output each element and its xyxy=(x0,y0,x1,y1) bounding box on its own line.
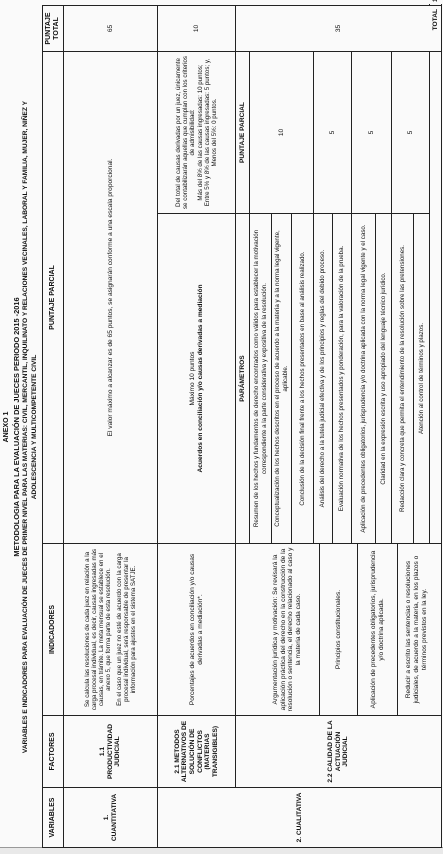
total-label: TOTAL xyxy=(430,5,442,543)
param-terminos: Atención al control de términos y plazos. xyxy=(414,214,430,544)
document-title: METODOLOGIA PARA LA EVALUACIÓN DE JUECES PERIODO 2015 -2016 xyxy=(12,297,21,557)
metodos-criteria xyxy=(158,214,236,544)
document-subtitle-line-1: VARIABLES E INDICADORES PARA EVALUACIÓN DE JUECES DE PRIMER NIVEL PARA LAS MATERIAS: CIVIL, MERCANTIL, INQUILINATO Y RELACIONES VECINALES, LABORAL Y FAMILIA, MUJER, NIÑEZ Y xyxy=(22,100,29,754)
metodos-scale-1: Del total de causas derivadas por un juez, únicamente se contabilizarán aquellas que cumplan con los criterios de admisibilidad: xyxy=(175,55,197,210)
param-conceptualizacion: Conceptualización de los hechos descritos en el proceso de acuerdo a la materia y a la norma legal vigente, aplicable. xyxy=(272,214,292,544)
indicadores-calidad-cell xyxy=(236,544,442,716)
metodos-scale-4: Menos del 5%: 0 puntos. xyxy=(210,98,218,167)
metodos-acuerdos: Acuerdos en conciliación y/o causas derivadas a mediación xyxy=(196,284,204,473)
document-subtitle-line-2: ADOLESCENCIA Y MULTICOMPETENTE CIVIL xyxy=(31,354,38,500)
total-metodos: 10 xyxy=(158,5,236,51)
parametros-heading: PARÁMETROS xyxy=(236,214,250,544)
param-conclusion: Conclusión de la decisión final frente a los hechos presentados en base al análisis realizado. xyxy=(292,214,314,544)
factor-productividad: 1.1 PRODUCTIVIDAD JUDICIAL xyxy=(64,716,158,788)
col-puntaje-total: PUNTAJE TOTAL xyxy=(43,5,64,51)
indicadores-calidad xyxy=(242,544,436,715)
indicador-principios: Principios constitucionales. xyxy=(320,544,358,715)
param-redaccion: Redacción clara y concreta que permita el entendimiento de la resolución sobre las pretensiones. xyxy=(392,214,414,544)
col-variables: VARIABLES xyxy=(43,788,64,848)
indicador-productividad-p1: Se calcula las resoluciones de cada juez en relación a la carga procesal individual, es decir, causas ingresadas más causas, en trámite. La meta mensual se establece en el anexo 5, que forma parte de esta resolución. xyxy=(83,548,112,711)
row-cuantitativa xyxy=(64,5,158,847)
indicador-metodos: Porcentajes de acuerdos en conciliación y/o causas derivadas a mediación*. xyxy=(158,544,236,716)
puntaje-redaccion: 5 xyxy=(392,51,430,213)
puntaje-precedentes: 5 xyxy=(352,51,392,213)
puntaje-productividad: El valor máximo a alcanzar es de 65 puntos, se asignarán conforme a una escala proporcional. xyxy=(64,51,158,543)
metodos-scale xyxy=(158,51,236,213)
param-resumen: Resumen de los hechos y fundamentos de derecho encontrados como válidos para establecer la motivación correspondiente a la parte considerativa y expositiva de la resolución. xyxy=(250,214,272,544)
total-productividad: 65 xyxy=(64,5,158,51)
factor-metodos: 2.1 METODOS ALTERNATIVOS DE SOLUCIÓN DE CONFLICTOS (MATERIAS TRANSIGIBLES) xyxy=(158,716,236,788)
table-header-row xyxy=(43,5,64,847)
puntaje-principios: 5 xyxy=(314,51,352,213)
annex-label: ANEXO 1 xyxy=(3,411,10,443)
indicador-precedentes: Aplicación de precedentes obligatorios, jurisprudencia y/o doctrina aplicada. xyxy=(358,544,398,715)
indicador-redaccion: Reducir a escrito las sentencias o resoluciones judiciales, de acuerdo a la materia, en los plazos o términos previstos en la ley. xyxy=(398,544,436,715)
evaluation-table xyxy=(42,5,442,848)
scan-edge xyxy=(0,847,443,854)
factor-calidad: 2.2 CALIDAD DE LA ACTUACIÓN JUDICIAL xyxy=(236,716,442,788)
puntaje-argumentacion: 10 xyxy=(250,51,314,213)
metodos-scale-2: Más del 8% de las causas ingresadas: 10 puntos; xyxy=(196,64,204,201)
variable-cualitativa: 2. CUALITATIVA xyxy=(158,788,442,848)
param-precedentes: Aplicación de precedentes obligatorios, jurisprudencia y/o doctrina aplicada con la norma legal vigente y el caso. xyxy=(352,214,376,544)
col-puntaje-parcial: PUNTAJE PARCIAL xyxy=(43,51,64,543)
row-parametros-header xyxy=(236,5,250,847)
indicador-productividad-p2: En el caso que un juez no esté de acuerdo con la carga procesal individual, será responsable de presentar la información para ajustes en el sistema SATJE. xyxy=(116,553,138,706)
total-calidad: 35 xyxy=(236,5,442,51)
col-indicadores: INDICADORES xyxy=(43,544,64,716)
variable-cuantitativa: 1. CUANTITATIVA xyxy=(64,788,158,848)
indicador-productividad xyxy=(64,544,158,716)
indicador-argumentacion: Argumentación jurídica y motivación: Se revisará la aplicación práctica del derecho en la construcción de la resolución o sentencia, el derecho relacionado al caso y la materia de cada caso. xyxy=(256,544,320,715)
param-evaluacion: Evaluación normativa de los hechos presentados y ponderación, para la valoración de la prueba. xyxy=(333,214,352,544)
metodos-max: Máximo 10 puntos xyxy=(188,351,196,406)
col-factores: FACTORES xyxy=(43,716,64,788)
param-claridad: Claridad en la expresión escrita y uso apropiado del lenguaje técnico jurídico. xyxy=(376,214,392,544)
param-tutela: Análisis del derecho a la tutela judicial efectiva y de los principios y reglas del debido proceso. xyxy=(314,214,333,544)
puntaje-parcial-heading: PUNTAJE PARCIAL xyxy=(236,51,250,213)
row-metodos xyxy=(158,5,236,847)
metodos-scale-3: Entre 5% y 8% de las causas ingresadas: 5 puntos; y, xyxy=(203,58,211,207)
